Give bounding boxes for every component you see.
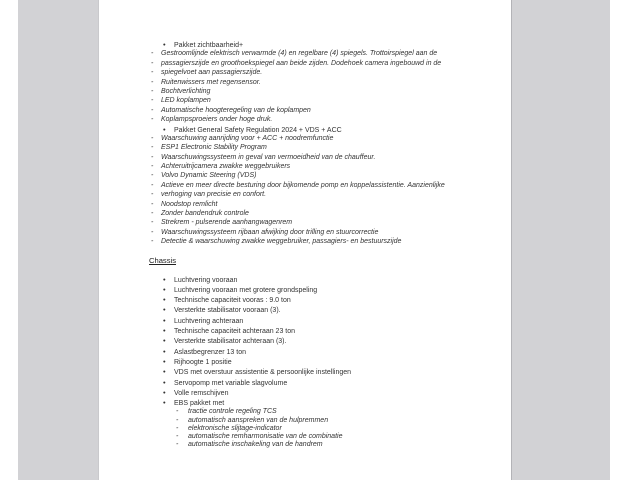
list-item-text: Luchtvering vooraan met grotere grondspeling: [174, 286, 318, 294]
list-item-text: LED koplampen: [161, 97, 211, 105]
list-item-text: Strekrem - pulserende aanhangwagenrem: [161, 219, 293, 227]
bullet-icon: •: [163, 40, 166, 49]
list-item: [99, 357, 511, 367]
dash-icon: -: [176, 441, 179, 449]
list-item-text: Zonder bandendruk controle: [161, 210, 249, 218]
list-item-text: Waarschuwing aanrijding voor + ACC + noodremfunctie: [161, 134, 334, 142]
list-item-text: Versterkte stabilisator achteraan (3).: [174, 338, 287, 346]
dash-icon: -: [151, 200, 154, 208]
bullet-icon: •: [163, 398, 166, 408]
list-item: [99, 125, 511, 134]
list-item-text: Servopomp met variable slagvolume: [174, 379, 288, 387]
list-item: [99, 336, 511, 346]
list-item: [99, 59, 511, 68]
bullet-icon: •: [163, 284, 166, 294]
bullet-icon: •: [163, 336, 166, 346]
list-item-text: Actieve en meer directe besturing door bijkomende pomp en koppelassistentie. Aanzienlijke: [161, 181, 445, 189]
list-item-text: ESP1 Electronic Stability Program: [161, 144, 267, 152]
list-item-text: Ruitenwissers met regensensor.: [161, 78, 261, 86]
list-item: [99, 305, 511, 315]
dash-icon: -: [151, 191, 154, 199]
dash-icon: -: [151, 163, 154, 171]
list-item-text: Waarschuwingssysteem in geval van vermoeidheid van de chauffeur.: [161, 153, 376, 161]
list-item: [99, 388, 511, 398]
list-item: [99, 398, 511, 408]
list-item-text: Automatische hoogteregeling van de koplampen: [161, 106, 311, 114]
list-item: [99, 347, 511, 357]
list-item-text: Volle remschijven: [174, 389, 229, 397]
list-item: [99, 408, 511, 416]
list-item-text: EBS pakket met: [174, 400, 225, 408]
list-item: [99, 295, 511, 305]
document-canvas: [18, 0, 610, 480]
section-options-visibility-safety: [99, 40, 511, 247]
dash-icon: -: [151, 87, 154, 95]
dash-icon: -: [151, 210, 154, 218]
list-item-text: Gestroomlijnde elektrisch verwarmde (4) en regelbare (4) spiegels. Trottoirspiegel aan de: [161, 50, 438, 58]
document-content: [99, 40, 511, 449]
list-item-text: Waarschuwingssysteem rijbaan afwijking door trilling en stuurcorrectie: [161, 228, 379, 236]
list-item-text: Technische capaciteit vooras : 9.0 ton: [174, 297, 291, 305]
list-item: [99, 237, 511, 246]
list-item: [99, 433, 511, 441]
list-item: [99, 68, 511, 77]
bullet-icon: •: [163, 346, 166, 356]
dash-icon: -: [151, 181, 154, 189]
section-chassis: [99, 256, 511, 450]
list-item: [99, 96, 511, 105]
list-item: [99, 78, 511, 87]
list-item-text: automatisch aanspreken van de hulpremmen: [188, 416, 329, 424]
dash-icon: -: [176, 424, 179, 432]
dash-icon: -: [151, 172, 154, 180]
list-item-text: Koplampsproeiers onder hoge druk.: [161, 116, 273, 124]
bullet-icon: •: [163, 274, 166, 284]
dash-icon: -: [151, 97, 154, 105]
list-item-text: verhoging van precisie en confort.: [161, 191, 267, 199]
dash-icon: -: [176, 408, 179, 416]
list-item-text: Technische capaciteit achteraan 23 ton: [174, 328, 296, 336]
list-item-text: Bochtverlichting: [161, 87, 211, 95]
list-item: [99, 218, 511, 227]
list-item-text: Detectie & waarschuwing zwakke weggebruiker, passagiers- en bestuurszijde: [161, 238, 402, 246]
list-item: [99, 143, 511, 152]
dash-icon: -: [151, 153, 154, 161]
document-page: [98, 0, 512, 480]
list-item: [99, 425, 511, 433]
list-item-text: Versterkte stabilisator vooraan (3).: [174, 307, 281, 315]
list-item: [99, 275, 511, 285]
list-item: [99, 40, 511, 49]
bullet-icon: •: [163, 356, 166, 366]
list-item: [99, 115, 511, 124]
dash-icon: -: [151, 238, 154, 246]
dash-icon: -: [151, 116, 154, 124]
list-item-text: Pakket zichtbaarheid+: [174, 42, 244, 49]
list-item-text: tractie controle regeling TCS: [188, 408, 277, 416]
bullet-icon: •: [163, 315, 166, 325]
dash-icon: -: [151, 228, 154, 236]
list-item-text: Pakket General Safety Regulation 2024 + VDS + ACC: [174, 126, 342, 134]
list-item: [99, 87, 511, 96]
list-item: [99, 316, 511, 326]
list-item: [99, 285, 511, 295]
dash-icon: -: [151, 106, 154, 114]
section-heading: Chassis: [149, 255, 177, 265]
list-item: [99, 228, 511, 237]
list-item: [99, 209, 511, 218]
bullet-icon: •: [163, 295, 166, 305]
list-item-text: Luchtvering achteraan: [174, 317, 244, 325]
list-item-text: spiegelvoet aan passagierszijde.: [161, 69, 263, 77]
dash-icon: -: [176, 416, 179, 424]
dash-icon: -: [151, 134, 154, 142]
list-item-text: Rijhoogte 1 positie: [174, 358, 232, 366]
bullet-icon: •: [163, 326, 166, 336]
list-item-text: passagierszijde en groothoekspiegel aan beide zijden. Dodehoek camera ingebouwd in de: [161, 59, 442, 67]
dash-icon: -: [151, 219, 154, 227]
list-item-text: elektronische slijtage-indicator: [188, 424, 282, 432]
list-item: [99, 367, 511, 377]
list-item-text: Volvo Dynamic Steering (VDS): [161, 172, 257, 180]
dash-icon: -: [151, 59, 154, 67]
list-item-text: automatische inschakeling van de handrem: [188, 441, 323, 449]
dash-icon: -: [176, 433, 179, 441]
list-item: [99, 134, 511, 143]
list-item-text: Luchtvering vooraan: [174, 276, 238, 284]
list-item: [99, 326, 511, 336]
list-item-text: VDS met overstuur assistentie & persoonlijke instellingen: [174, 369, 352, 377]
list-item-text: Achteruitrijcamera zwakke weggebruikers: [161, 163, 291, 171]
dash-icon: -: [151, 50, 154, 58]
dash-icon: -: [151, 78, 154, 86]
bullet-icon: •: [163, 367, 166, 377]
bullet-icon: •: [163, 387, 166, 397]
list-item-text: automatische remharmonisatie van de combinatie: [188, 433, 343, 441]
list-item: [99, 153, 511, 162]
list-item: [99, 171, 511, 180]
list-item: [99, 200, 511, 209]
bullet-icon: •: [163, 377, 166, 387]
list-item: [99, 162, 511, 171]
list-item: [99, 378, 511, 388]
list-item: [99, 441, 511, 449]
list-item-text: Noodstop remlicht: [161, 200, 218, 208]
dash-icon: -: [151, 69, 154, 77]
list-item: [99, 49, 511, 58]
list-item: [99, 417, 511, 425]
list-item: [99, 106, 511, 115]
bullet-icon: •: [163, 124, 166, 134]
bullet-icon: •: [163, 305, 166, 315]
list-item: [99, 190, 511, 199]
list-item-text: Aslastbegrenzer 13 ton: [174, 348, 246, 356]
dash-icon: -: [151, 144, 154, 152]
list-item: [99, 181, 511, 190]
